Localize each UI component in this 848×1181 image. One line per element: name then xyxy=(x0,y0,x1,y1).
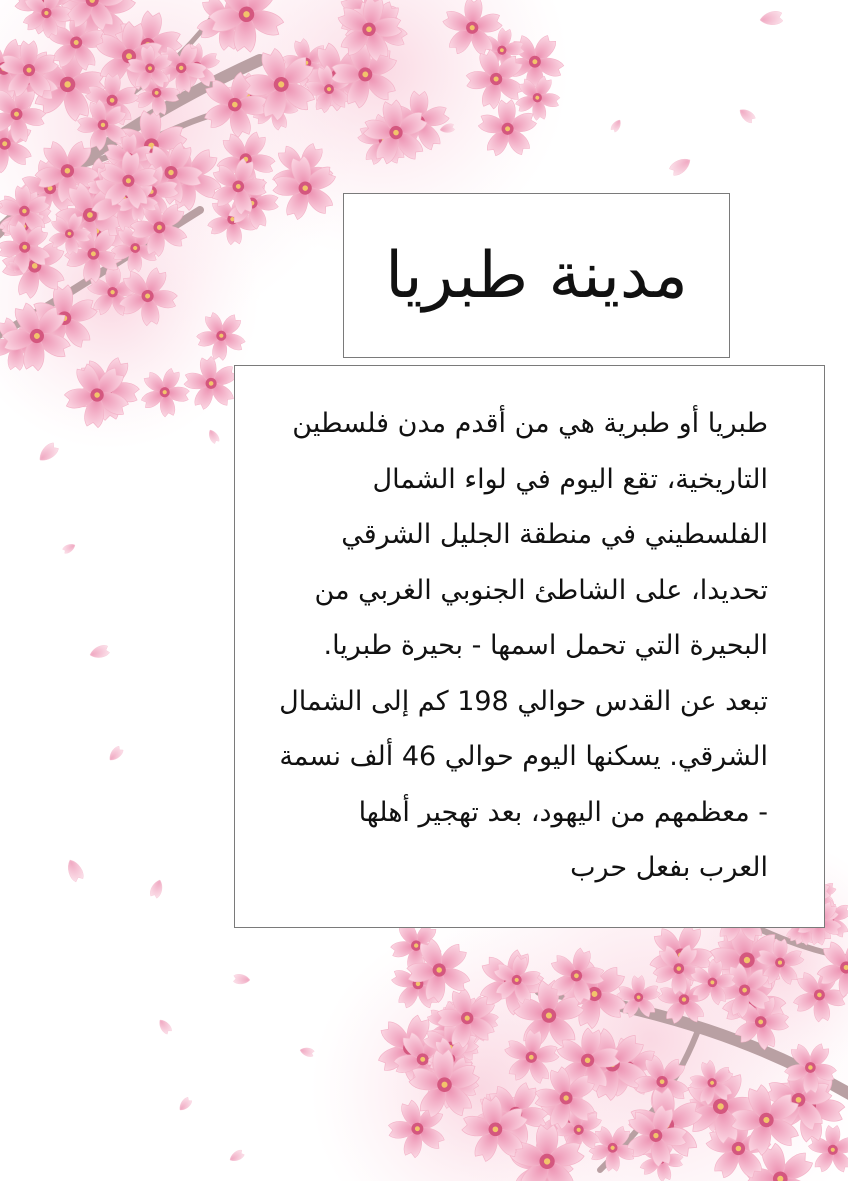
text-line: الفلسطيني في منطقة الجليل الشرقي xyxy=(341,519,768,550)
text-line: تبعد عن القدس حوالي 198 كم إلى الشمال xyxy=(279,685,768,717)
petal-icon xyxy=(610,118,623,133)
text-line: البحيرة التي تحمل اسمها - بحيرة طبريا. xyxy=(323,630,768,661)
title-box xyxy=(343,193,730,358)
petal-icon xyxy=(64,857,85,883)
petal-icon xyxy=(177,1096,193,1113)
text-line: تحديدا، على الشاطئ الجنوبي الغربي من xyxy=(314,574,768,606)
petal-icon xyxy=(759,10,783,26)
petal-icon xyxy=(149,878,165,899)
page-title: مدينة طبريا xyxy=(385,238,688,313)
text-line: التاريخية، تقع اليوم في لواء الشمال xyxy=(372,463,768,495)
text-line: طبريا أو طبرية هي من أقدم مدن فلسطين xyxy=(292,408,768,439)
petal-icon xyxy=(206,428,220,444)
petal-icon xyxy=(737,106,757,124)
petal-icon xyxy=(299,1046,315,1058)
petal-icon xyxy=(668,155,693,178)
petal-icon xyxy=(36,441,60,465)
text-box xyxy=(234,365,825,928)
petal-icon xyxy=(233,974,250,985)
petal-icon xyxy=(156,1017,173,1035)
petal-icon xyxy=(228,1149,245,1164)
petal-icon xyxy=(107,745,125,763)
text-line: العرب بفعل حرب xyxy=(570,852,768,883)
text-line: - معظمهم من اليهود، بعد تهجير أهلها xyxy=(358,796,768,828)
petal-icon xyxy=(62,542,77,555)
text-line: الشرقي. يسكنها اليوم حوالي 46 ألف نسمة xyxy=(279,741,768,772)
petal-icon xyxy=(88,644,110,660)
